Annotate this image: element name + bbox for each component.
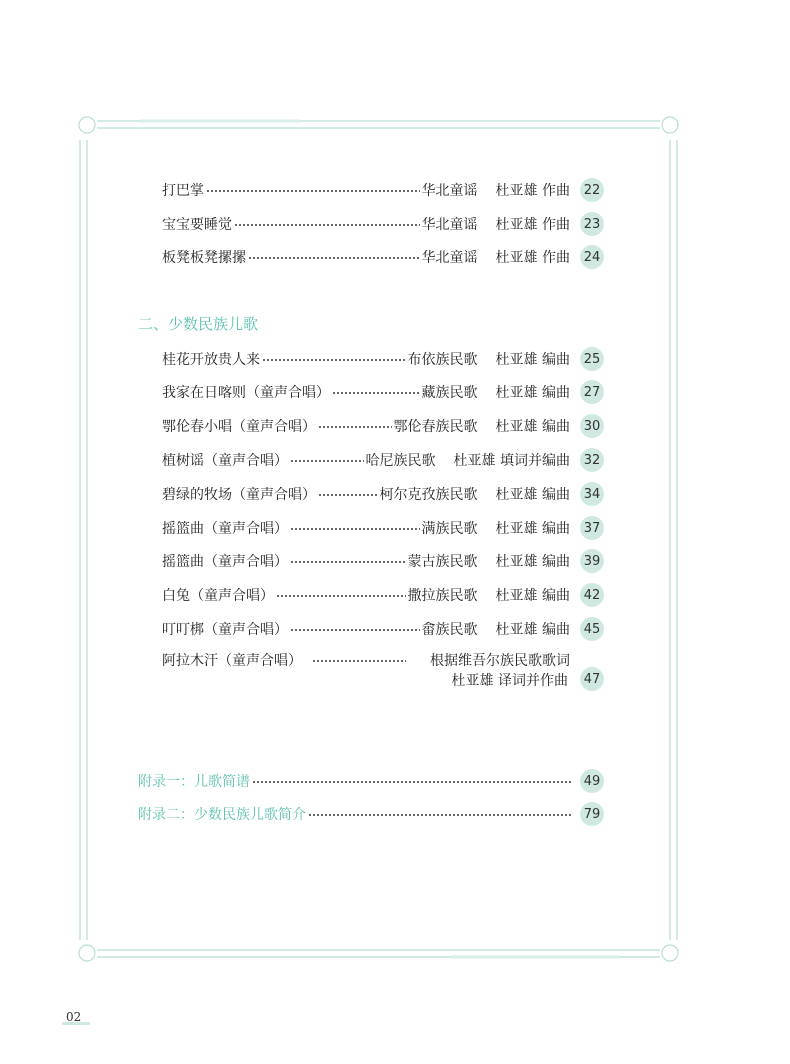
page-badge: 34 bbox=[580, 482, 604, 506]
appendix-entry[interactable] bbox=[138, 800, 574, 828]
leader-dots bbox=[290, 561, 406, 563]
leader-dots bbox=[312, 660, 406, 662]
toc-entry[interactable] bbox=[162, 243, 570, 271]
entry-composer: 杜亚雄 编曲 bbox=[495, 352, 570, 368]
entry-composer: 杜亚雄 编曲 bbox=[495, 554, 570, 570]
entry-composer: 杜亚雄 编曲 bbox=[495, 622, 570, 638]
page-badge: 32 bbox=[580, 448, 604, 472]
entry-origin: 蒙古族民歌 bbox=[407, 554, 478, 570]
entry-origin: 华北童谣 bbox=[421, 217, 478, 233]
page-badge: 79 bbox=[580, 802, 604, 826]
toc-entry[interactable] bbox=[162, 547, 570, 575]
toc-entry[interactable] bbox=[162, 581, 570, 609]
toc-entry[interactable] bbox=[162, 446, 570, 474]
entry-origin: 鄂伦春族民歌 bbox=[393, 419, 478, 435]
entry-origin: 藏族民歌 bbox=[421, 385, 478, 401]
entry-composer: 杜亚雄 编曲 bbox=[495, 385, 570, 401]
leader-dots bbox=[308, 814, 572, 816]
page-badge: 23 bbox=[580, 212, 604, 236]
entry-title: 打巴掌 bbox=[162, 183, 204, 199]
leader-dots bbox=[332, 392, 420, 394]
leader-dots bbox=[248, 257, 420, 259]
appendix-title: 附录二：少数民族儿歌简介 bbox=[138, 807, 306, 823]
page-badge: 49 bbox=[580, 769, 604, 793]
entry-composer: 杜亚雄 作曲 bbox=[495, 183, 570, 199]
entry-origin: 哈尼族民歌 bbox=[365, 453, 436, 469]
entry-title: 鄂伦春小唱（童声合唱） bbox=[162, 419, 316, 435]
entry-title: 摇篮曲（童声合唱） bbox=[162, 554, 288, 570]
leader-dots bbox=[262, 359, 406, 361]
section-heading: 二、少数民族儿歌 bbox=[138, 315, 259, 333]
entry-title: 碧绿的牧场（童声合唱） bbox=[162, 487, 316, 503]
entry-origin: 畲族民歌 bbox=[421, 622, 478, 638]
toc-entry[interactable] bbox=[162, 345, 570, 373]
entry-composer: 杜亚雄 编曲 bbox=[495, 419, 570, 435]
entry-origin: 布依族民歌 bbox=[407, 352, 478, 368]
entry-composer: 杜亚雄 填词并编曲 bbox=[453, 453, 570, 469]
entry-title: 板凳板凳摞摞 bbox=[162, 250, 246, 266]
entry-origin: 华北童谣 bbox=[421, 183, 478, 199]
entry-title: 植树谣（童声合唱） bbox=[162, 453, 288, 469]
toc-entry[interactable] bbox=[162, 412, 570, 440]
page-badge: 42 bbox=[580, 583, 604, 607]
toc-entry[interactable] bbox=[162, 210, 570, 238]
entry-origin: 柯尔克孜族民歌 bbox=[379, 487, 478, 503]
entry-composer: 杜亚雄 作曲 bbox=[495, 250, 570, 266]
entry-composer: 杜亚雄 编曲 bbox=[495, 487, 570, 503]
leader-dots bbox=[276, 595, 406, 597]
page-badge: 39 bbox=[580, 549, 604, 573]
toc-entry[interactable] bbox=[162, 176, 570, 204]
entry-title: 阿拉木汗（童声合唱） bbox=[162, 653, 302, 669]
entry-origin: 华北童谣 bbox=[421, 250, 478, 266]
page-badge: 30 bbox=[580, 414, 604, 438]
entry-title: 叮叮梆（童声合唱） bbox=[162, 622, 288, 638]
entry-title: 桂花开放贵人来 bbox=[162, 352, 260, 368]
page-badge: 25 bbox=[580, 347, 604, 371]
appendix-entry[interactable] bbox=[138, 767, 574, 795]
entry-composer: 杜亚雄 编曲 bbox=[495, 521, 570, 537]
page-badge: 22 bbox=[580, 178, 604, 202]
entry-composer: 杜亚雄 译词并作曲 bbox=[451, 673, 568, 689]
page-badge: 24 bbox=[580, 245, 604, 269]
entry-title: 宝宝要睡觉 bbox=[162, 217, 232, 233]
toc-entry[interactable] bbox=[162, 615, 570, 643]
entry-composer: 杜亚雄 作曲 bbox=[495, 217, 570, 233]
entry-title: 我家在日喀则（童声合唱） bbox=[162, 385, 330, 401]
leader-dots bbox=[318, 494, 378, 496]
appendix-title: 附录一：儿歌简谱 bbox=[138, 774, 250, 790]
toc-entry[interactable] bbox=[162, 514, 570, 542]
entry-composer: 杜亚雄 编曲 bbox=[495, 588, 570, 604]
leader-dots bbox=[234, 224, 420, 226]
leader-dots bbox=[290, 460, 364, 462]
entry-title: 白兔（童声合唱） bbox=[162, 588, 274, 604]
page-badge: 27 bbox=[580, 380, 604, 404]
leader-dots bbox=[252, 781, 572, 783]
toc-entry[interactable] bbox=[162, 480, 570, 508]
page-badge: 37 bbox=[580, 516, 604, 540]
entry-origin: 撒拉族民歌 bbox=[407, 588, 478, 604]
page-badge: 47 bbox=[580, 667, 604, 691]
leader-dots bbox=[290, 528, 420, 530]
page-badge: 45 bbox=[580, 617, 604, 641]
leader-dots bbox=[290, 629, 420, 631]
page-number: 02 bbox=[66, 1010, 82, 1024]
entry-origin: 满族民歌 bbox=[421, 521, 478, 537]
entry-origin: 根据维吾尔族民歌歌词 bbox=[430, 653, 570, 669]
toc-entry[interactable] bbox=[162, 378, 570, 406]
leader-dots bbox=[318, 426, 392, 428]
leader-dots bbox=[206, 190, 420, 192]
entry-title: 摇篮曲（童声合唱） bbox=[162, 521, 288, 537]
